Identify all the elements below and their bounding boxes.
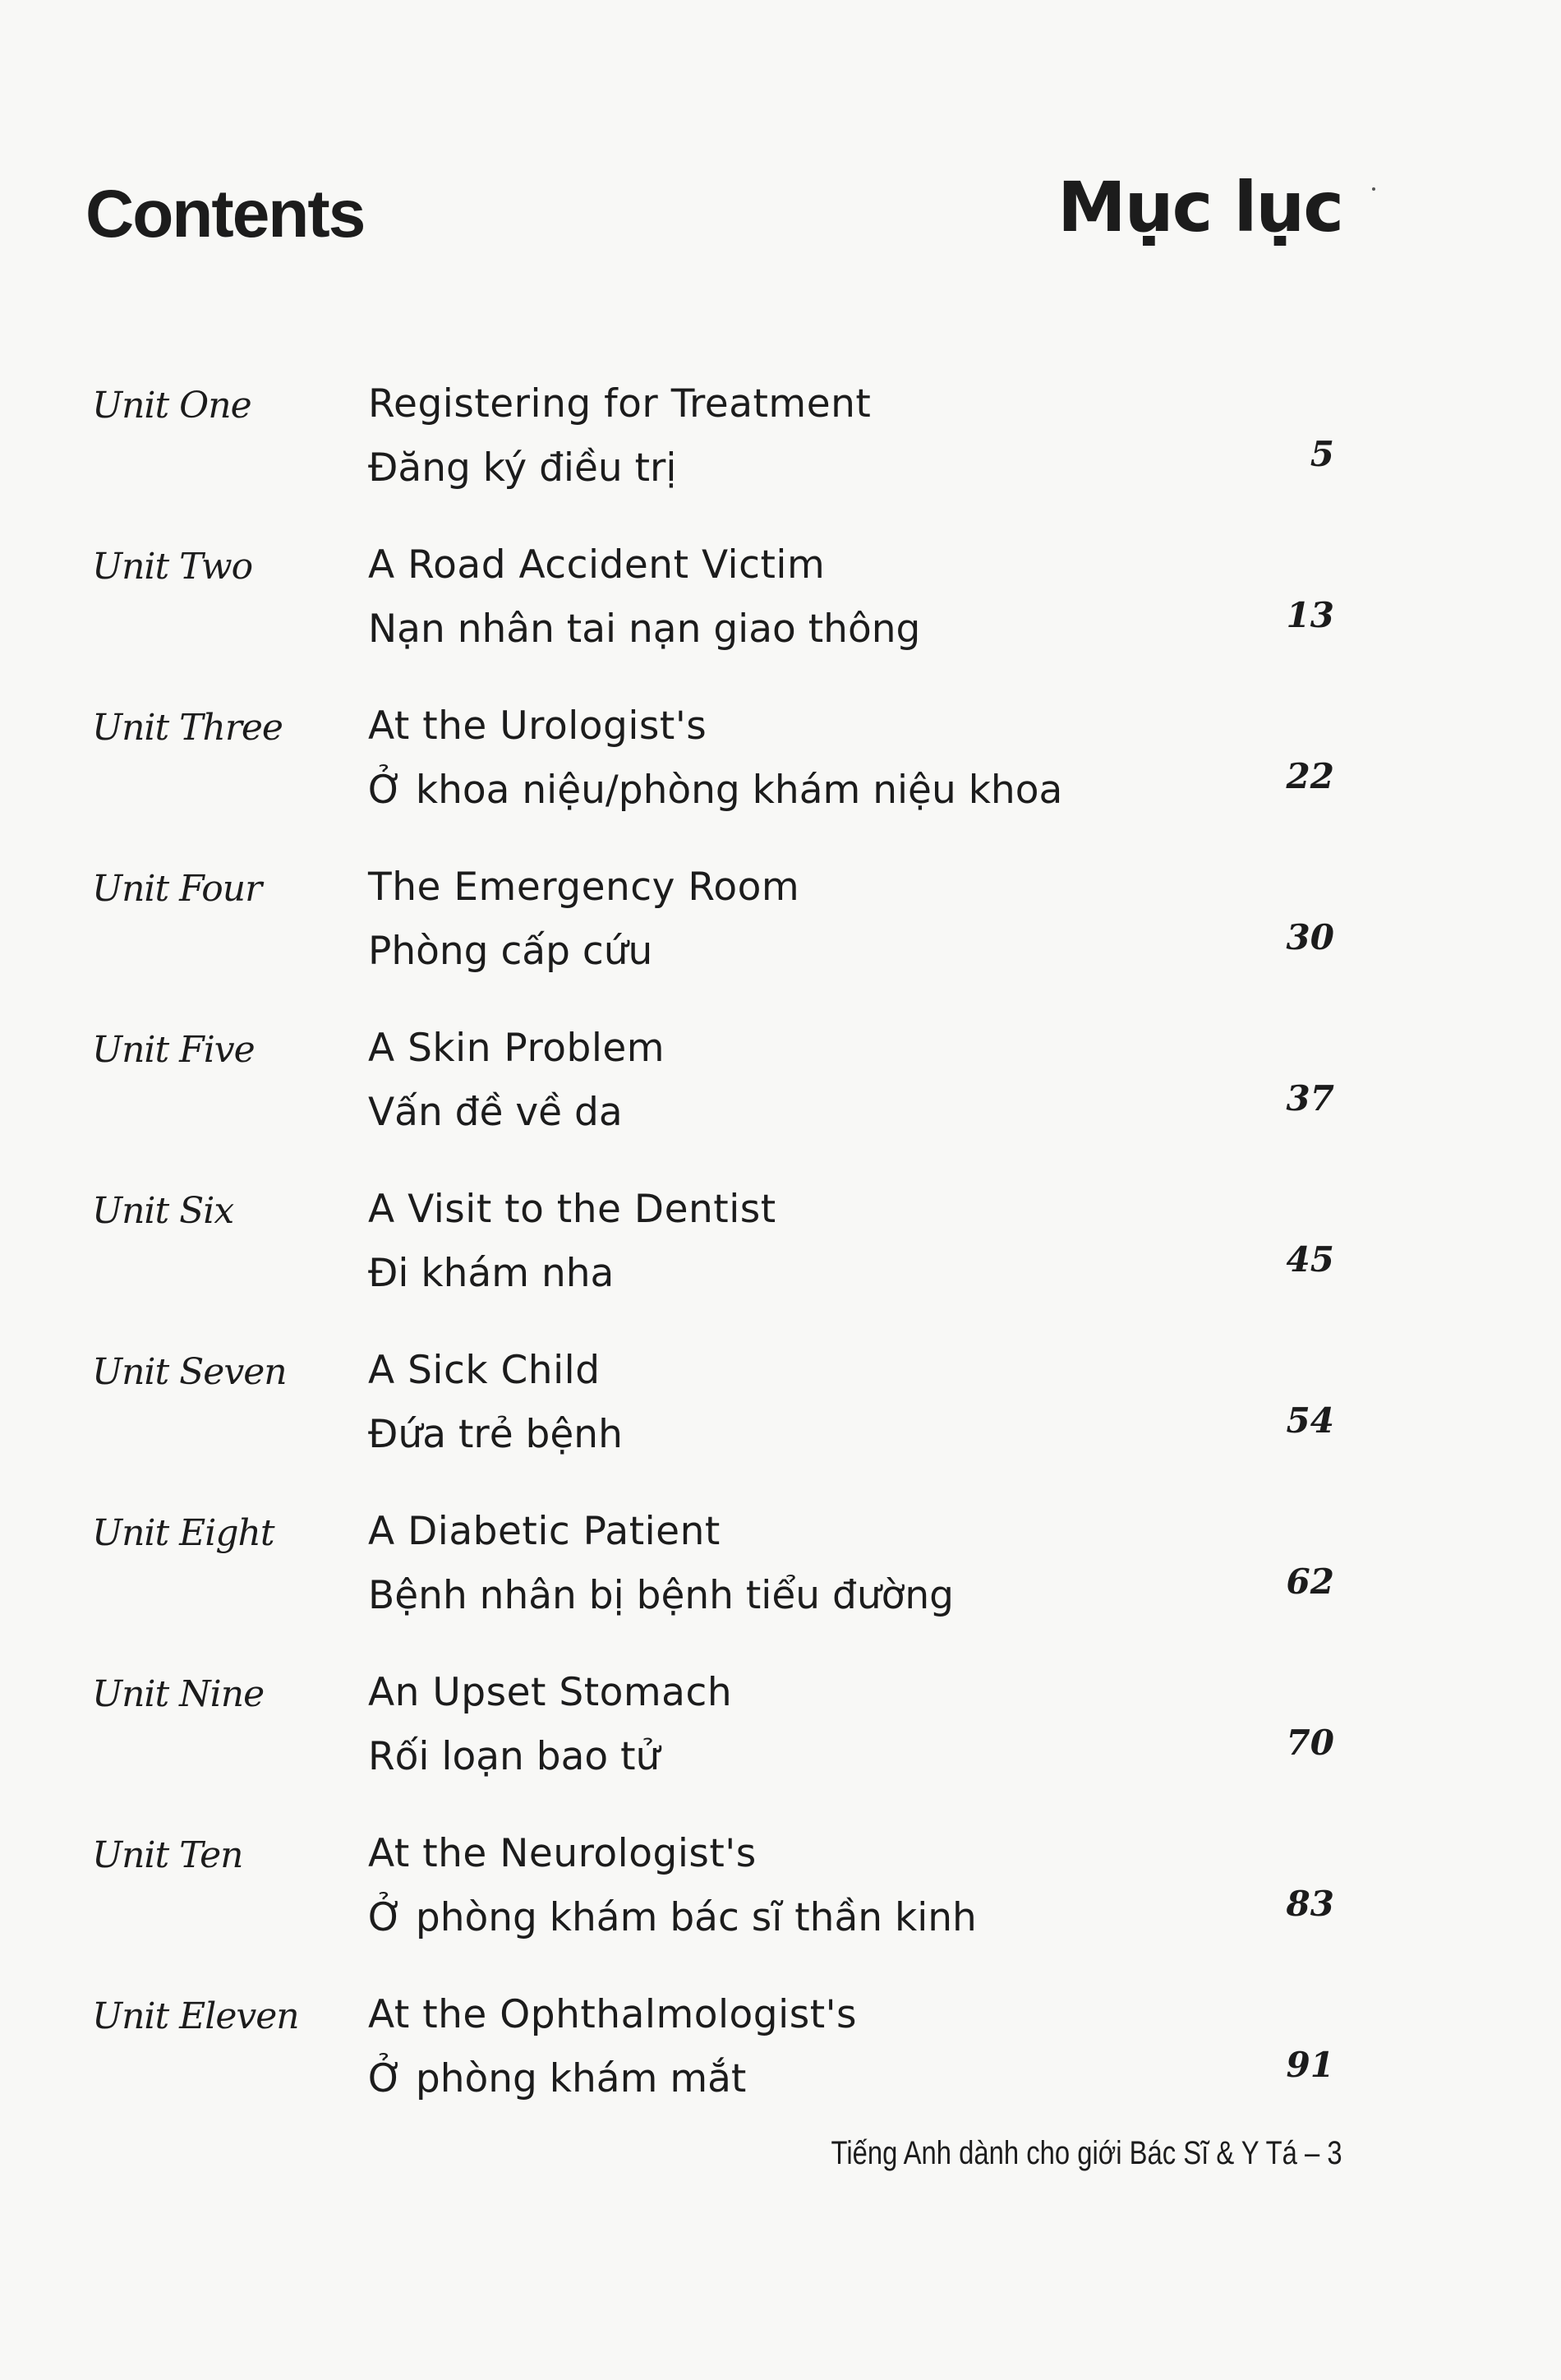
unit-label: Unit One [92, 385, 251, 427]
page-number: 37 [1286, 1078, 1334, 1119]
unit-label: Unit Five [92, 1029, 255, 1071]
table-of-contents [0, 380, 1561, 2152]
unit-label: Unit Seven [92, 1351, 287, 1393]
page-number: 22 [1286, 756, 1334, 796]
unit-title-en: An Upset Stomach [368, 1670, 733, 1715]
unit-label: Unit Eleven [92, 1995, 299, 2037]
unit-label: Unit Three [92, 707, 283, 749]
unit-title-vi: Phòng cấp cứu [368, 929, 653, 974]
unit-title-en: A Road Accident Victim [368, 542, 826, 588]
toc-entry [0, 1990, 1561, 2152]
page-number: 13 [1286, 595, 1334, 635]
contents-title: Contents [85, 177, 365, 251]
unit-title-en: At the Urologist's [368, 703, 707, 749]
unit-title-vi: Đăng ký điều trị [368, 445, 677, 491]
unit-label: Unit Ten [92, 1834, 243, 1876]
page-number: 30 [1286, 917, 1334, 957]
unit-label: Unit Eight [92, 1512, 274, 1554]
unit-title-en: At the Ophthalmologist's [368, 1992, 858, 2037]
unit-label: Unit Nine [92, 1673, 265, 1715]
page-number: 62 [1286, 1561, 1334, 1602]
toc-entry [0, 380, 1561, 541]
toc-entry [0, 702, 1561, 863]
toc-entry [0, 1185, 1561, 1346]
unit-label: Unit Two [92, 546, 253, 588]
unit-title-en: A Skin Problem [368, 1026, 665, 1071]
toc-entry [0, 541, 1561, 702]
unit-title-vi: Rối loạn bao tử [368, 1734, 661, 1779]
toc-entry [0, 1829, 1561, 1990]
toc-entry [0, 1507, 1561, 1668]
contents-title-vietnamese: Mục lục [1057, 167, 1342, 247]
page-number: 91 [1286, 2045, 1334, 2085]
unit-title-en: A Diabetic Patient [368, 1509, 721, 1554]
unit-title-en: A Visit to the Dentist [368, 1187, 776, 1232]
unit-title-vi: Nạn nhân tai nạn giao thông [368, 607, 921, 652]
page-number: 54 [1286, 1400, 1334, 1441]
toc-entry [0, 1024, 1561, 1185]
page-number: 70 [1286, 1723, 1334, 1763]
unit-title-en: The Emergency Room [368, 865, 800, 910]
unit-title-vi: Vấn đề về da [368, 1090, 623, 1135]
unit-title-vi: Ở phòng khám mắt [368, 2056, 747, 2101]
unit-title-vi: Đi khám nha [368, 1251, 615, 1296]
unit-title-en: A Sick Child [368, 1348, 601, 1393]
toc-entry [0, 863, 1561, 1024]
unit-title-vi: Ở phòng khám bác sĩ thần kinh [368, 1895, 977, 1940]
page-number: 83 [1286, 1884, 1334, 1924]
toc-entry [0, 1346, 1561, 1507]
unit-label: Unit Six [92, 1190, 234, 1232]
unit-title-vi: Đứa trẻ bệnh [368, 1412, 623, 1457]
unit-title-en: Registering for Treatment [368, 381, 872, 427]
speck-mark [1372, 187, 1375, 191]
unit-title-en: At the Neurologist's [368, 1831, 757, 1876]
unit-title-vi: Ở khoa niệu/phòng khám niệu khoa [368, 768, 1063, 813]
running-footer: Tiếng Anh dành cho giới Bác Sĩ & Y Tá – 3 [831, 2135, 1342, 2171]
unit-title-vi: Bệnh nhân bị bệnh tiểu đường [368, 1573, 955, 1618]
page-number: 5 [1310, 434, 1334, 474]
unit-label: Unit Four [92, 868, 262, 910]
toc-entry [0, 1668, 1561, 1829]
page-number: 45 [1286, 1239, 1334, 1280]
